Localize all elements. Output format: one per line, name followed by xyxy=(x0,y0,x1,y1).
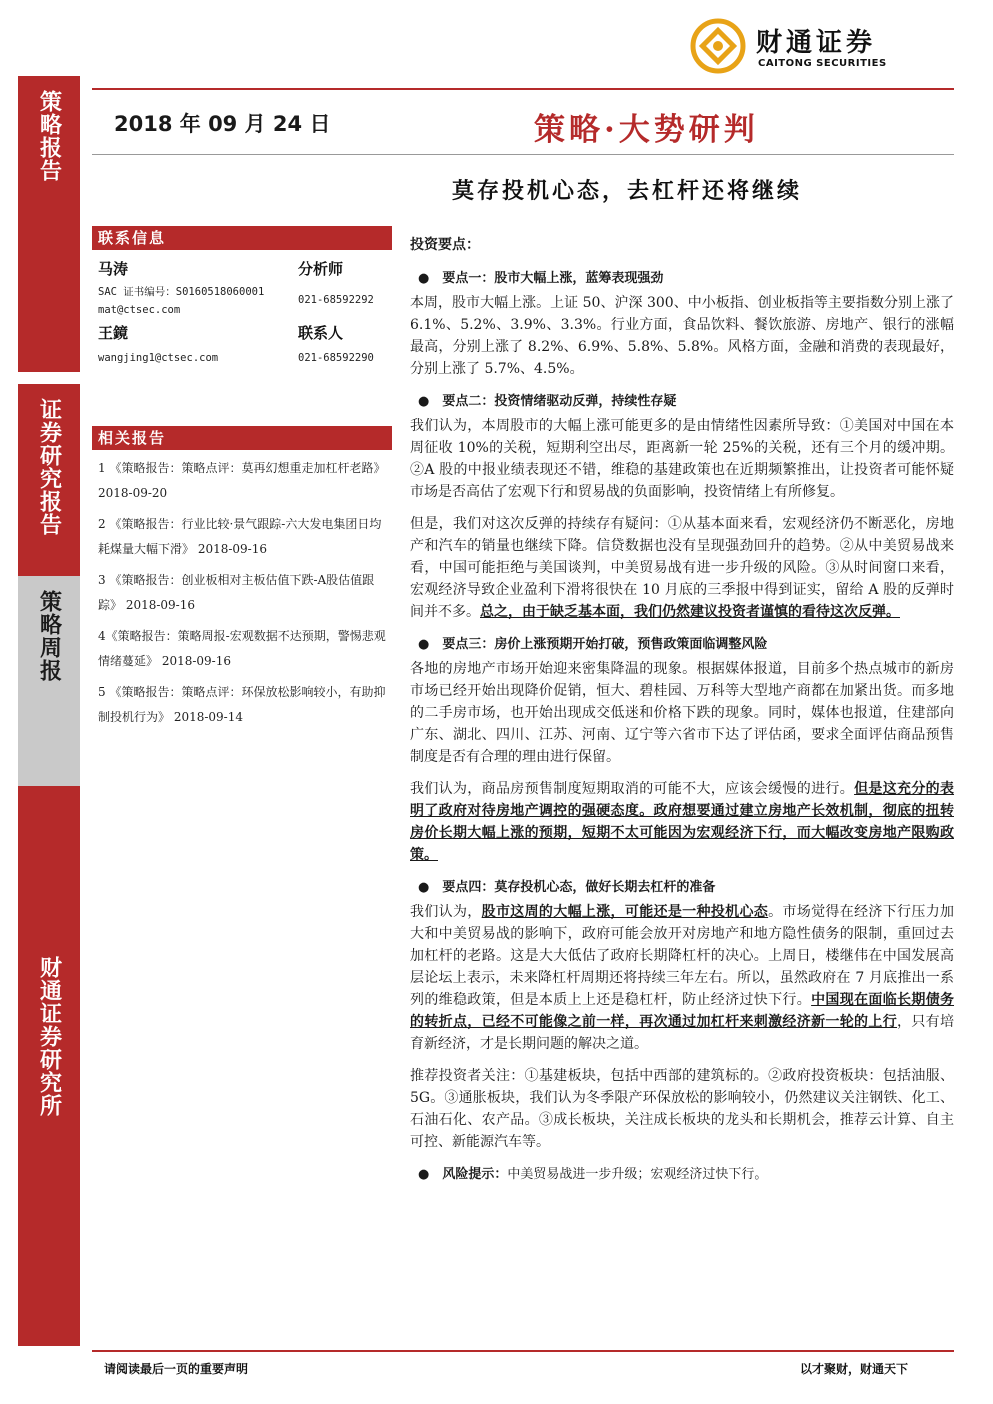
sidebar-tab-research-report xyxy=(18,384,80,576)
recommendation-text: 推荐投资者关注：①基建板块，包括中西部的建筑标的。②政府投资板块：包括油服、5G。③通胀板块，我们认为冬季限产环保放松的影响较小，仍然建议关注钢铁、化工、石油石化、农产品。③成长板块，关注成长板块的龙头和长期机会，推荐云计算、自主可控、新能源汽车等。 xyxy=(410,1068,954,1150)
logo-text-cn: 财通证券 xyxy=(756,28,877,58)
analyst-sac-number: SAC 证书编号：S0160518060001 xyxy=(98,286,265,298)
point-1-title: ● 要点一：股市大幅上涨，蓝筹表现强劲 xyxy=(418,271,664,286)
contact-phone: 021-68592290 xyxy=(298,352,374,364)
footer-slogan: 以才聚财，财通天下 xyxy=(800,1362,909,1376)
header-bottom-rule xyxy=(92,154,954,155)
invest-heading: 投资要点： xyxy=(410,237,480,253)
sidebar-tab-institute xyxy=(18,786,80,1346)
related-item[interactable]: 3 《策略报告：创业板相对主板估值下跌-A股估值跟踪》 2018-09-16 xyxy=(98,573,375,612)
point-3-title: ● 要点三：房价上涨预期开始打破，预售政策面临调整风险 xyxy=(418,637,768,652)
footer-rule xyxy=(92,1350,954,1352)
point-2-title: ● 要点二：投资情绪驱动反弹，持续性存疑 xyxy=(418,394,677,409)
sidebar-tab-label: 策略报告 xyxy=(36,90,62,182)
related-item[interactable]: 1 《策略报告：策略点评：莫再幻想重走加杠杆老路》 2018-09-20 xyxy=(98,461,386,500)
analyst-email[interactable]: mat@ctsec.com xyxy=(98,304,181,316)
sidebar-tab-weekly xyxy=(18,576,80,786)
contact-heading: 联系信息 xyxy=(92,226,392,250)
report-date: 2018 年 09 月 24 日 xyxy=(114,112,331,136)
point-4-text-e: ，只有培育新经济，才是长期问题的解决之道。 xyxy=(410,1014,955,1052)
point-2-text-1: 我们认为，本周股市的大幅上涨可能更多的是由情绪性因素所导致：①美国对中国在本周征收 10%的关税，短期利空出尽，距离新一轮 25%的关税，还有三个月的缓冲期。②A 股的中报业绩表现还不错，维稳的基建政策也在近期频繁推出，让投资者可能怀疑市场是否高估了宏观下行和贸易战的负面影响，投资情绪上有所修复。 xyxy=(410,418,954,500)
caitong-logo xyxy=(690,18,930,72)
related-list xyxy=(98,456,390,736)
risk-text: 中美贸易战进一步升级；宏观经济过快下行。 xyxy=(507,1167,768,1182)
contact-email[interactable]: wangjing1@ctsec.com xyxy=(98,352,219,364)
point-3-text-2a: 我们认为，商品房预售制度短期取消的可能不大，应该会缓慢的进行。 xyxy=(410,781,855,797)
point-4-text xyxy=(410,901,954,1055)
sidebar-tab-label: 财通证券研究所 xyxy=(36,956,62,1117)
related-item[interactable]: 2 《策略报告：行业比较·景气跟踪-六大发电集团日均耗煤量大幅下滑》 2018-09-16 xyxy=(98,517,382,556)
point-4-emphasis-2: 中国现在面临长期债务的转折点，已经不可能像之前一样，再次通过加杠杆来刺激经济新一轮的上行 xyxy=(410,992,955,1030)
point-2-text-2a: 但是，我们对这次反弹的持续存有疑问：①从基本面来看，宏观经济仍不断恶化，房地产和汽车的销量也继续下降。信贷数据也没有呈现强劲回升的趋势。②从中美贸易战来看，中国可能拒绝与美国谈判，中美贸易战有进一步升级的风险。③从时间窗口来看，宏观经济导致企业盈利下滑将很快在 10 月底的三季报中得到证实，留给 A 股的反弹时间并不多。 xyxy=(410,516,954,620)
sidebar-tab-label: 策略周报 xyxy=(36,590,62,682)
risk-line xyxy=(418,1163,954,1182)
report-body xyxy=(410,234,954,1188)
report-category: 策略·大势研判 xyxy=(534,112,759,148)
related-item[interactable]: 5 《策略报告：策略点评：环保放松影响较小，有助抑制投机行为》 2018-09-14 xyxy=(98,685,386,724)
header-top-rule xyxy=(92,88,954,90)
risk-label: ● 风险提示： xyxy=(418,1167,508,1182)
report-title: 莫存投机心态，去杠杆还将继续 xyxy=(452,178,803,204)
related-heading: 相关报告 xyxy=(92,426,392,450)
logo-text-en: CAITONG SECURITIES xyxy=(758,58,887,69)
analyst-name: 马涛 xyxy=(98,260,129,278)
point-3-emphasis: 但是这充分的表明了政府对待房地产调控的强硬态度。政府想要通过建立房地产长效机制，彻底的扭转房价长期大幅上涨的预期，短期不太可能因为宏观经济下行，而大幅改变房地产限购政策。 xyxy=(410,781,955,863)
analyst-role: 分析师 xyxy=(298,260,344,278)
point-4-emphasis-1: 股市这周的大幅上涨，可能还是一种投机心态 xyxy=(481,904,769,920)
point-4-text-c: 。市场觉得在经济下行压力加大和中美贸易战的影响下，政府可能会放开对房地产和地方隐性债务的限制，重回过去加杠杆的老路。这是大大低估了政府长期降杠杆的决心。上周日，楼继伟在中国发展高层论坛上表示，未来降杠杆周期还将持续三年左右。所以，虽然政府在 7 月底推出一系列的维稳政策，但是本质上上还是稳杠杆，防止经济过快下行。 xyxy=(410,904,955,1008)
contact-role: 联系人 xyxy=(298,324,344,342)
footer-disclaimer-note: 请阅读最后一页的重要声明 xyxy=(104,1362,249,1376)
sidebar-tab-label: 证券研究报告 xyxy=(36,398,62,536)
analyst-phone: 021-68592292 xyxy=(298,294,374,306)
logo-coin-icon xyxy=(690,18,746,74)
contact-name: 王鏡 xyxy=(98,324,129,342)
point-3-text-1: 各地的房地产市场开始迎来密集降温的现象。根据媒体报道，目前多个热点城市的新房市场已经开始出现降价促销，恒大、碧桂园、万科等大型地产商都在加紧出货。而多地的二手房市场，也开始出现成交低迷和价格下跌的现象。同时，媒体也报道，住建部向广东、湖北、四川、江苏、河南、辽宁等六省市下达了评估函，要求全面评估商品预售制度是否有合理的理由进行保留。 xyxy=(410,661,954,765)
sidebar-tab-strategy-report xyxy=(18,76,80,372)
point-2-text-2 xyxy=(410,513,954,623)
related-item[interactable]: 4《策略报告：策略周报-宏观数据不达预期，警惕悲观情绪蔓延》 2018-09-16 xyxy=(98,629,386,668)
point-3-text-2 xyxy=(410,778,954,866)
point-4-title: ● 要点四：莫存投机心态，做好长期去杠杆的准备 xyxy=(418,880,716,895)
point-2-emphasis: 总之，由于缺乏基本面，我们仍然建议投资者谨慎的看待这次反弹。 xyxy=(480,604,900,620)
point-1-text: 本周，股市大幅上涨。上证 50、沪深 300、中小板指、创业板指等主要指数分别上涨了 6.1%、5.2%、3.9%、3.3%。行业方面，食品饮料、餐饮旅游、房地产、银行的涨幅最高，分别上涨了 8.2%、6.9%、5.8%、5.8%。风格方面，金融和消费的表现最好，分别上涨了 5.7%、4.5%。 xyxy=(410,295,954,377)
point-4-text-a: 我们认为， xyxy=(410,904,482,920)
